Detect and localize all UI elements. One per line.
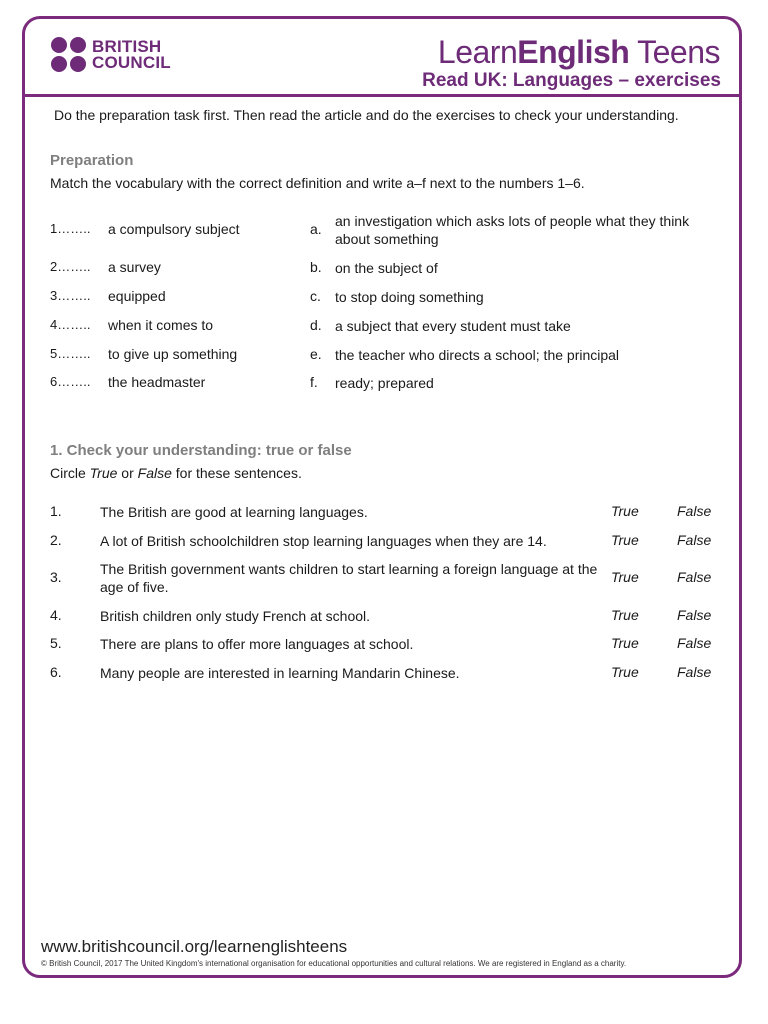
- british-council-logo: [51, 37, 171, 72]
- vocab-word: to give up something: [108, 346, 238, 362]
- vocab-word: equipped: [108, 288, 166, 304]
- false-option[interactable]: False: [677, 503, 712, 519]
- definition-text: to stop doing something: [335, 289, 484, 305]
- vocab-word: a survey: [108, 259, 161, 275]
- vocab-number[interactable]: 4……..: [50, 317, 91, 332]
- logo-line1: BRITISH: [92, 36, 162, 56]
- check-heading: 1. Check your understanding: true or false: [50, 442, 352, 459]
- true-option[interactable]: True: [611, 664, 639, 680]
- definition-letter: d.: [310, 317, 322, 333]
- question-number: 5.: [50, 635, 62, 651]
- true-option[interactable]: True: [611, 607, 639, 623]
- learnenglish-teens-brand: LearnEnglish Teens: [437, 34, 720, 70]
- definition-letter: b.: [310, 259, 322, 275]
- preparation-instruction: Match the vocabulary with the correct definition and write a–f next to the numbers 1–6.: [50, 175, 585, 191]
- header-divider: [22, 94, 742, 97]
- definition-letter: a.: [310, 221, 322, 237]
- footer-url[interactable]: www.britishcouncil.org/learnenglishteens: [41, 937, 348, 956]
- true-option[interactable]: True: [611, 635, 639, 651]
- vocab-row: [50, 288, 730, 310]
- vocab-word: a compulsory subject: [108, 221, 240, 237]
- false-option[interactable]: False: [677, 532, 712, 548]
- true-option[interactable]: True: [611, 532, 639, 548]
- intro-text: Do the preparation task first. Then read the article and do the exercises to check your understanding.: [54, 107, 679, 123]
- question-number: 1.: [50, 503, 62, 519]
- question-number: 4.: [50, 607, 62, 623]
- definition-text: a subject that every student must take: [335, 318, 571, 334]
- vocab-row: [50, 346, 730, 368]
- question-number: 2.: [50, 532, 62, 548]
- definition-letter: f.: [310, 374, 318, 390]
- definition-letter: e.: [310, 346, 322, 362]
- question-number: 3.: [50, 569, 62, 585]
- true-option[interactable]: True: [611, 569, 639, 585]
- question-text: British children only study French at school.: [100, 608, 371, 624]
- vocab-number[interactable]: 1……..: [50, 221, 91, 236]
- vocab-number[interactable]: 2……..: [50, 259, 91, 274]
- document-title: Read UK: Languages – exercises: [422, 70, 721, 91]
- vocab-word: when it comes to: [108, 317, 214, 333]
- question-text: Many people are interested in learning Mandarin Chinese.: [100, 665, 460, 681]
- logo-line2: COUNCIL: [92, 52, 171, 72]
- question-text: A lot of British schoolchildren stop learning languages when they are 14.: [100, 533, 547, 549]
- definition-text: an investigation which asks lots of people what they think about something: [335, 213, 690, 247]
- vocab-word: the headmaster: [108, 374, 206, 390]
- vocab-number[interactable]: 5……..: [50, 346, 91, 361]
- vocab-number[interactable]: 3……..: [50, 288, 91, 303]
- footer-copyright: © British Council, 2017 The United Kingdom's international organisation for educational opportunities and cultural relations. We are registered in England as a charity.: [41, 959, 627, 968]
- question-text: There are plans to offer more languages at school.: [100, 636, 414, 652]
- vocab-row: [50, 317, 730, 339]
- preparation-heading: Preparation: [50, 152, 134, 169]
- definition-text: the teacher who directs a school; the principal: [335, 347, 620, 363]
- false-option[interactable]: False: [677, 635, 712, 651]
- question-text: The British are good at learning languages.: [100, 504, 368, 520]
- vocab-row: [50, 374, 730, 396]
- vocab-row: [50, 212, 730, 247]
- definition-text: ready; prepared: [335, 375, 434, 391]
- definition-letter: c.: [310, 288, 321, 304]
- false-option[interactable]: False: [677, 664, 712, 680]
- check-instruction: Circle True or False for these sentences.: [50, 465, 302, 481]
- true-option[interactable]: True: [611, 503, 639, 519]
- false-option[interactable]: False: [677, 569, 712, 585]
- vocab-row: [50, 259, 730, 281]
- definition-text: on the subject of: [335, 260, 438, 276]
- logo-dots-icon: [51, 37, 86, 72]
- false-option[interactable]: False: [677, 607, 712, 623]
- question-text: The British government wants children to start learning a foreign language at the age of five.: [100, 561, 598, 595]
- question-number: 6.: [50, 664, 62, 680]
- vocab-number[interactable]: 6……..: [50, 374, 91, 389]
